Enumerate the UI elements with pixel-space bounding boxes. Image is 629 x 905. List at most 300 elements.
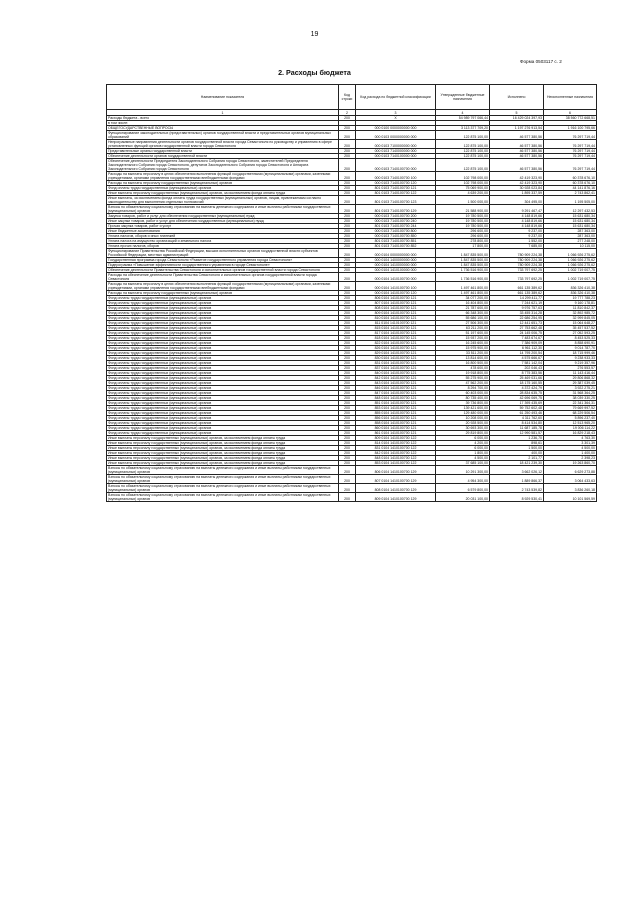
row-executed: 2 743 539,82 xyxy=(490,484,544,493)
row-executed: 7 244 621,19 xyxy=(490,301,544,306)
row-name: Взносы по обязательному социальному страхованию на выплаты денежного содержания и иные выплаты работникам государственных (муниципальных) органов xyxy=(107,484,339,493)
row-unexecuted: 32 892 985,72 xyxy=(544,311,597,316)
row-class-code: 000 0104 1410100700 100 xyxy=(356,282,436,291)
row-name: Иные выплаты персоналу государственных (муниципальных) органов, за исключением фонда оплаты труда xyxy=(107,461,339,466)
row-unexecuted: 3 922 275,21 xyxy=(544,386,597,391)
row-executed: 30 928 023,84 xyxy=(490,186,544,191)
row-class-code: 817 0104 1410100700 121 xyxy=(356,331,436,336)
row-unexecuted: 1 002 719 007,75 xyxy=(544,273,597,282)
row-name: ОБЩЕГОСУДАРСТВЕННЫЕ ВОПРОСЫ xyxy=(107,126,339,131)
row-class-code: 831 0104 1410100700 122 xyxy=(356,446,436,451)
row-unexecuted: 2 398,23 xyxy=(544,456,597,461)
row-line-code: 200 xyxy=(339,244,356,249)
row-line-code: 200 xyxy=(339,361,356,366)
column-number: 1 xyxy=(107,110,339,116)
row-approved: 47 562 200,00 xyxy=(436,381,490,386)
row-line-code: 200 xyxy=(339,346,356,351)
row-name: Уплата налога на имущество организаций и земельного налога xyxy=(107,239,339,244)
row-approved: 20 928 500,00 xyxy=(436,421,490,426)
row-name: Расходы на выплаты персоналу государственных (муниципальных) органов xyxy=(107,291,339,296)
row-approved: 4 954 300,00 xyxy=(436,475,490,484)
row-unexecuted: 16 829 218,43 xyxy=(544,431,597,436)
row-name: Иные выплаты персоналу государственных (муниципальных) органов, за исключением фонда оплаты труда xyxy=(107,191,339,196)
row-executed: 3 662 026,12 xyxy=(490,466,544,475)
row-class-code: 822 0104 1410100700 121 xyxy=(356,341,436,346)
row-class-code: 000 0103 7140100700 120 xyxy=(356,181,436,186)
row-unexecuted: 1 400,00 xyxy=(544,451,597,456)
row-approved: 21 588 900,00 xyxy=(436,205,490,214)
row-executed: 16 429 024 397,93 xyxy=(490,116,544,121)
column-number: 3 xyxy=(356,110,436,116)
row-line-code: 200 xyxy=(339,219,356,224)
row-unexecuted: 8 858 690,91 xyxy=(544,341,597,346)
row-executed: 42 696 069,75 xyxy=(490,396,544,401)
column-number: 6 xyxy=(544,110,597,116)
row-class-code: 847 0104 1410100700 121 xyxy=(356,391,436,396)
row-unexecuted: 1 916 100 795,66 xyxy=(544,126,597,131)
row-approved: 478 600,00 xyxy=(436,366,490,371)
row-line-code: 200 xyxy=(339,493,356,502)
row-approved: 10 208 000,00 xyxy=(436,416,490,421)
row-unexecuted: 836 326 410,38 xyxy=(544,291,597,296)
row-line-code: 200 xyxy=(339,149,356,154)
row-class-code: 846 0104 1410100700 121 xyxy=(356,386,436,391)
row-unexecuted: 15 631 680,34 xyxy=(544,224,597,229)
row-name: Фонд оплаты труда государственных (муниципальных) органов xyxy=(107,311,339,316)
row-name: Фонд оплаты труда государственных (муниципальных) органов xyxy=(107,416,339,421)
row-unexecuted: 11 810 842,37 xyxy=(544,306,597,311)
row-name: Расходы на выплаты персоналу государственных (муниципальных) органов xyxy=(107,181,339,186)
row-class-code: 848 0104 1410100700 121 xyxy=(356,396,436,401)
row-executed: 1 500,00 xyxy=(490,446,544,451)
row-unexecuted: 9 219 357,96 xyxy=(544,361,597,366)
row-name: Фонд оплаты труда государственных (муниципальных) органов xyxy=(107,361,339,366)
row-line-code: 200 xyxy=(339,406,356,411)
row-approved: 10 291 300,00 xyxy=(436,466,490,475)
row-executed: 780 909 224,38 xyxy=(490,249,544,258)
row-executed: 8 414 534,80 xyxy=(490,421,544,426)
row-line-code: 200 xyxy=(339,371,356,376)
row-approved: 139 421 600,00 xyxy=(436,406,490,411)
row-line-code: 200 xyxy=(339,421,356,426)
row-class-code: 801 0103 7140100700 851 xyxy=(356,239,436,244)
row-unexecuted: 10 101 569,59 xyxy=(544,493,597,502)
row-approved: 8 294 700,00 xyxy=(436,386,490,391)
row-name: Иные выплаты персоналу государственных (муниципальных) органов, за исключением фонда оплаты труда xyxy=(107,451,339,456)
row-class-code: 806 0104 1410100700 121 xyxy=(356,296,436,301)
row-executed: 46 577 380,56 xyxy=(490,154,544,159)
row-line-code: 200 xyxy=(339,224,356,229)
row-approved: 1 847 835 500,00 xyxy=(436,249,490,258)
row-executed: 2 101,77 xyxy=(490,456,544,461)
row-approved: 37 685 100,00 xyxy=(436,461,490,466)
row-name: Фонд оплаты труда государственных (муниципальных) органов xyxy=(107,386,339,391)
row-class-code: 842 0104 1410100700 121 xyxy=(356,376,436,381)
row-approved: 54 989 797 066,44 xyxy=(436,116,490,121)
row-unexecuted: 8 453 525,33 xyxy=(544,336,597,341)
row-unexecuted: 29 806 868,32 xyxy=(544,376,597,381)
row-name: Уплата налогов, сборов и иных платежей xyxy=(107,234,339,239)
row-executed: 27 753 662,48 xyxy=(490,326,544,331)
row-class-code: 000 0103 0000000000 000 xyxy=(356,131,436,140)
row-executed: 12 441 651,73 xyxy=(490,321,544,326)
row-name: Фонд оплаты труда государственных (муниципальных) органов xyxy=(107,431,339,436)
row-unexecuted: 1 066 926 275,62 xyxy=(544,249,597,258)
column-header-name: Наименование показателя xyxy=(107,85,339,110)
row-class-code: 000 0104 1410100700 120 xyxy=(356,291,436,296)
row-name: Фонд оплаты труда государственных (муниципальных) органов xyxy=(107,366,339,371)
table-body xyxy=(107,116,597,502)
row-executed: 59 752 602,48 xyxy=(490,406,544,411)
row-class-code: 818 0104 1410100700 121 xyxy=(356,336,436,341)
row-line-code: 200 xyxy=(339,321,356,326)
row-line-code: 200 xyxy=(339,466,356,475)
row-unexecuted: 6 629 273,88 xyxy=(544,466,597,475)
row-approved: 6 000,00 xyxy=(436,436,490,441)
row-executed: 46 577 380,56 xyxy=(490,140,544,149)
row-class-code: 809 0104 1410100700 121 xyxy=(356,311,436,316)
row-line-code: 200 xyxy=(339,301,356,306)
row-name: Взносы по обязательному социальному страхованию на выплаты денежного содержания и иные выплаты работникам государственных (муниципальных) органов xyxy=(107,475,339,484)
row-line-code: 200 xyxy=(339,461,356,466)
table-row xyxy=(107,484,597,493)
row-class-code: 000 0103 7140000000 000 xyxy=(356,149,436,154)
row-line-code: 200 xyxy=(339,159,356,172)
row-name: Иные закупки товаров, работ и услуг для обеспечения государственных (муниципальных) нужд xyxy=(107,219,339,224)
row-line-code: 200 xyxy=(339,258,356,263)
row-executed: 7 386 909,09 xyxy=(490,341,544,346)
row-unexecuted: 68 229 506,54 xyxy=(544,411,597,416)
row-approved: 19 918 800,00 xyxy=(436,371,490,376)
row-name: Фонд оплаты труда государственных (муниципальных) органов xyxy=(107,186,339,191)
row-unexecuted: 9 160 178,81 xyxy=(544,301,597,306)
row-approved: 15 937 200,00 xyxy=(436,336,490,341)
row-approved: 1 736 516 900,00 xyxy=(436,268,490,273)
row-line-code: 200 xyxy=(339,416,356,421)
row-approved: 6 579 800,00 xyxy=(436,484,490,493)
row-approved: 122 875 100,00 xyxy=(436,140,490,149)
row-executed: 18 421 239,30 xyxy=(490,461,544,466)
row-executed: 780 909 224,38 xyxy=(490,263,544,268)
row-class-code: 808 0104 1410100700 129 xyxy=(356,484,436,493)
row-class-code: 861 0104 1410100700 121 xyxy=(356,431,436,436)
row-class-code: 831 0104 1410100700 121 xyxy=(356,361,436,366)
row-approved: 19 780 500,00 xyxy=(436,219,490,224)
row-class-code: 000 0103 7100000000 000 xyxy=(356,140,436,149)
row-unexecuted: 12 297 432,53 xyxy=(544,205,597,214)
row-class-code: 000 0104 1410000000 000 xyxy=(356,263,436,268)
row-approved: 19 780 500,00 xyxy=(436,224,490,229)
row-executed: 9 291 467,47 xyxy=(490,205,544,214)
row-class-code: 840 0104 1410100700 121 xyxy=(356,371,436,376)
form-code: Форма 0503117 с. 2 xyxy=(520,59,562,64)
row-unexecuted: 2 743 862,41 xyxy=(544,191,597,196)
row-class-code: 830 0104 1410100700 121 xyxy=(356,356,436,361)
row-name: Фонд оплаты труда государственных (муниципальных) органов xyxy=(107,316,339,321)
row-unexecuted: 15 631 680,34 xyxy=(544,219,597,224)
row-name: Функционирование законодательных (представительных) органов государственной власти и представительных органов муниципальных образований xyxy=(107,131,339,140)
row-executed: 9 976 757,63 xyxy=(490,306,544,311)
row-executed: 733 797 692,25 xyxy=(490,268,544,273)
row-executed: 4 148 819,66 xyxy=(490,219,544,224)
row-executed: 202 046,43 xyxy=(490,366,544,371)
row-class-code: 000 0103 7140100700 240 xyxy=(356,219,436,224)
row-executed: 7 581 142,04 xyxy=(490,361,544,366)
row-line-code: 200 xyxy=(339,273,356,282)
row-unexecuted: 287 363,00 xyxy=(544,234,597,239)
row-line-code: 200 xyxy=(339,426,356,431)
row-approved: 75 069 900,00 xyxy=(436,186,490,191)
row-class-code: 815 0104 1410100700 121 xyxy=(356,326,436,331)
table-row xyxy=(107,282,597,291)
row-approved: 20 031 100,00 xyxy=(436,493,490,502)
row-class-code: 811 0104 1410100700 121 xyxy=(356,321,436,326)
row-executed: 46 577 380,56 xyxy=(490,131,544,140)
table-row xyxy=(107,273,597,282)
row-name: Фонд оплаты труда государственных (муниципальных) органов xyxy=(107,421,339,426)
row-class-code: 801 0103 7140100700 852 xyxy=(356,244,436,249)
row-line-code: 200 xyxy=(339,446,356,451)
row-executed: 22 686 254,95 xyxy=(490,316,544,321)
row-approved: 1 500 000,00 xyxy=(436,196,490,205)
table-row xyxy=(107,205,597,214)
row-approved: 66 348 300,00 xyxy=(436,311,490,316)
row-executed: 46 577 380,56 xyxy=(490,159,544,172)
row-class-code: 814 0104 1410100700 122 xyxy=(356,441,436,446)
table-row xyxy=(107,493,597,502)
row-approved: 60 403 000,00 xyxy=(436,391,490,396)
row-approved: 3 113 377 709,20 xyxy=(436,126,490,131)
row-class-code: 801 0103 7140100700 121 xyxy=(356,186,436,191)
row-name: Фонд оплаты труда государственных (муниципальных) органов xyxy=(107,341,339,346)
row-name: Иные выплаты персоналу государственных (муниципальных) органов, за исключением фонда оплаты труда xyxy=(107,441,339,446)
page-number: 19 xyxy=(310,31,319,38)
row-name: Расходы на выплаты персоналу в целях обеспечения выполнения функций государственными (муниципальными) органами, казенными учреждениями, органами управления государственными внебюджетными фондами xyxy=(107,172,339,181)
row-approved: 278 800,00 xyxy=(436,239,490,244)
row-line-code: 200 xyxy=(339,336,356,341)
row-executed: 4 148 819,66 xyxy=(490,214,544,219)
row-executed: 33 455 314,28 xyxy=(490,311,544,316)
row-name: Подпрограмма «Повышение эффективности государственного управления в городе Севастополе» xyxy=(107,263,339,268)
row-approved: 1 847 835 500,00 xyxy=(436,258,490,263)
row-line-code: 200 xyxy=(339,331,356,336)
row-class-code: 809 0104 1410100700 122 xyxy=(356,436,436,441)
row-class-code: 809 0104 1410100700 129 xyxy=(356,493,436,502)
row-name: Иные бюджетные ассигнования xyxy=(107,229,339,234)
row-line-code: 200 xyxy=(339,116,356,121)
row-executed: 4 311 762,60 xyxy=(490,416,544,421)
row-unexecuted: 11 143 416,44 xyxy=(544,371,597,376)
row-name: Фонд оплаты труда государственных (муниципальных) органов xyxy=(107,296,339,301)
row-name: Взносы по обязательному социальному страхованию на выплаты денежного содержания и иные выплаты работникам государственных (муниципальных) органов xyxy=(107,493,339,502)
row-executed: 14 795 200,54 xyxy=(490,351,544,356)
row-approved: 129 480 000,00 xyxy=(436,411,490,416)
row-name: Расходы на выплаты персоналу в целях обеспечения выполнения функций государственными (муниципальными) органами, казенными учреждениями, органами управления государственными внебюджетными фондами xyxy=(107,282,339,291)
row-line-code: 200 xyxy=(339,306,356,311)
row-line-code: 200 xyxy=(339,296,356,301)
row-line-code: 200 xyxy=(339,391,356,396)
row-line-code: 200 xyxy=(339,381,356,386)
row-class-code: 000 0103 7140100700 000 xyxy=(356,159,436,172)
row-line-code: 200 xyxy=(339,181,356,186)
row-unexecuted: 44 141 876,16 xyxy=(544,186,597,191)
row-name: Непрограммные направления деятельности органов государственной власти города Севастополя по руководству и управлению в сфере установленных функций органов государственной власти города Севастополя xyxy=(107,140,339,149)
row-executed: 28 834 635,75 xyxy=(490,391,544,396)
row-approved: 80 735 400,00 xyxy=(436,396,490,401)
row-approved: 1 497 461 800,00 xyxy=(436,291,490,296)
row-executed: 9 237,00 xyxy=(490,234,544,239)
row-unexecuted: 32 999 845,05 xyxy=(544,316,597,321)
row-executed: 304 495,00 xyxy=(490,196,544,205)
row-executed: 24 145 006,75 xyxy=(490,331,544,336)
row-class-code: 000 0104 0000000000 000 xyxy=(356,249,436,258)
row-line-code: 200 xyxy=(339,249,356,258)
row-name: Фонд оплаты труда государственных (муниципальных) органов xyxy=(107,411,339,416)
row-class-code: 000 0100 0000000000 000 xyxy=(356,126,436,131)
row-name: Обеспечение деятельности органов государственной власти xyxy=(107,154,339,159)
row-approved: 122 875 100,00 xyxy=(436,149,490,154)
row-unexecuted: 19 263 860,70 xyxy=(544,461,597,466)
row-executed: 661 135 389,62 xyxy=(490,291,544,296)
row-line-code: 200 xyxy=(339,436,356,441)
row-executed: 61 250 493,46 xyxy=(490,411,544,416)
row-line-code: 200 xyxy=(339,186,356,191)
row-unexecuted: 4 500,00 xyxy=(544,446,597,451)
column-number: 4 xyxy=(436,110,490,116)
row-class-code: 806 0104 1410100700 129 xyxy=(356,466,436,475)
row-name: Обеспечение деятельности Правительства Севастополя и исполнительных органов государственной власти города Севастополя xyxy=(107,268,339,273)
row-unexecuted: 38 039 330,25 xyxy=(544,396,597,401)
row-class-code: 848 0104 1410100700 122 xyxy=(356,456,436,461)
row-approved: 6 000,00 xyxy=(436,446,490,451)
row-line-code: 200 xyxy=(339,239,356,244)
row-class-code: 842 0104 1410100700 122 xyxy=(356,451,436,456)
row-executed: 42 419 323,90 xyxy=(490,181,544,186)
row-name: Иные выплаты персоналу государственных (муниципальных) органов, за исключением фонда оплаты труда xyxy=(107,456,339,461)
row-unexecuted: 76 297 719,44 xyxy=(544,159,597,172)
row-name: Фонд оплаты труда государственных (муниципальных) органов xyxy=(107,331,339,336)
row-executed: 4 148 819,66 xyxy=(490,224,544,229)
row-approved: 16 245 600,00 xyxy=(436,341,490,346)
row-name: Фонд оплаты труда государственных (муниципальных) органов xyxy=(107,376,339,381)
row-class-code: 000 0104 1400000000 000 xyxy=(356,258,436,263)
row-line-code: 200 xyxy=(339,366,356,371)
row-unexecuted: 29 387 039,45 xyxy=(544,381,597,386)
row-executed: 1 236,70 xyxy=(490,436,544,441)
row-executed: 733 797 692,25 xyxy=(490,273,544,282)
row-executed: 14 299 411,77 xyxy=(490,296,544,301)
row-name: Фонд оплаты труда государственных (муниципальных) органов xyxy=(107,401,339,406)
row-class-code: 826 0104 1410100700 121 xyxy=(356,346,436,351)
row-unexecuted: 287 363,00 xyxy=(544,229,597,234)
row-approved: 16 800 500,00 xyxy=(436,361,490,366)
row-name: Иные выплаты персоналу государственных (муниципальных) органов, за исключением фонда оплаты труда xyxy=(107,446,339,451)
column-header-executed: Исполнено xyxy=(490,85,544,110)
table-row xyxy=(107,466,597,475)
row-executed: 11 687 185,78 xyxy=(490,426,544,431)
row-executed: 42 419 323,90 xyxy=(490,172,544,181)
row-unexecuted: 15 064 648,27 xyxy=(544,321,597,326)
row-executed: 6 961 112,30 xyxy=(490,346,544,351)
row-unexecuted: 27 052 593,25 xyxy=(544,331,597,336)
row-class-code: 000 0103 7140100700 850 xyxy=(356,234,436,239)
row-approved: 55 275 900,00 xyxy=(436,376,490,381)
row-unexecuted: 3 301,39 xyxy=(544,441,597,446)
row-name: Расходы бюджета - всего xyxy=(107,116,339,121)
row-line-code: 200 xyxy=(339,154,356,159)
row-executed: 46 577 380,56 xyxy=(490,149,544,154)
row-line-code: 200 xyxy=(339,311,356,316)
row-executed: 8 929 530,41 xyxy=(490,493,544,502)
row-class-code: 853 0104 1410100700 121 xyxy=(356,406,436,411)
row-class-code: 801 0103 7140100700 244 xyxy=(356,224,436,229)
row-executed: 1 889 866,37 xyxy=(490,475,544,484)
row-approved: 1 497 461 800,00 xyxy=(436,282,490,291)
row-class-code: 000 0103 7140100700 100 xyxy=(356,172,436,181)
row-line-code: 200 xyxy=(339,475,356,484)
row-executed: 1 197 276 913,54 xyxy=(490,126,544,131)
row-executed: 4 575 666,67 xyxy=(490,356,544,361)
row-class-code: 856 0104 1410100700 121 xyxy=(356,416,436,421)
row-executed: 4 372 424,79 xyxy=(490,386,544,391)
row-approved: 1 847 835 500,00 xyxy=(436,263,490,268)
table-row xyxy=(107,140,597,149)
row-approved: 296 600,00 xyxy=(436,229,490,234)
row-line-code: 200 xyxy=(339,205,356,214)
row-line-code: 200 xyxy=(339,191,356,196)
row-line-code: 200 xyxy=(339,326,356,331)
row-unexecuted: 35 457 537,52 xyxy=(544,326,597,331)
row-approved: 34 077 200,00 xyxy=(436,296,490,301)
row-class-code: 000 0103 7140100000 000 xyxy=(356,154,436,159)
table-row xyxy=(107,475,597,484)
row-name: Обеспечение деятельности Председателя Законодательного Собрания города Севастополя, заместителей Председателя Законодательного Собрания города Севастополя, депутатов Законодательного Собрания города Севастополя и Аппарата Законодательного Собрания города Севастополя xyxy=(107,159,339,172)
row-line-code: 200 xyxy=(339,229,356,234)
row-executed: 18 175 160,55 xyxy=(490,381,544,386)
table-row xyxy=(107,159,597,172)
row-name: Фонд оплаты труда государственных (муниципальных) органов xyxy=(107,381,339,386)
row-unexecuted: 4 763,30 xyxy=(544,436,597,441)
row-executed: 1 552,00 xyxy=(490,239,544,244)
row-name: Взносы по обязательному социальному страхованию на выплаты денежного содержания и иные выплаты работникам государственных (муниципальных) органов xyxy=(107,205,339,214)
row-line-code: 200 xyxy=(339,268,356,273)
row-class-code: 858 0104 1410100700 121 xyxy=(356,421,436,426)
row-approved: 102 798 000,00 xyxy=(436,172,490,181)
row-unexecuted: 18 715 999,46 xyxy=(544,351,597,356)
row-class-code: 853 0104 1410100700 122 xyxy=(356,461,436,466)
row-name: Фонд оплаты труда государственных (муниципальных) органов xyxy=(107,406,339,411)
row-approved: 122 875 100,00 xyxy=(436,131,490,140)
row-line-code: 200 xyxy=(339,441,356,446)
row-line-code: 200 xyxy=(339,396,356,401)
row-name: Представительные органы государственной власти xyxy=(107,149,339,154)
row-line-code: 200 xyxy=(339,386,356,391)
row-approved: 15 975 900,00 xyxy=(436,346,490,351)
row-line-code: 200 xyxy=(339,196,356,205)
row-unexecuted: 31 568 364,25 xyxy=(544,391,597,396)
row-unexecuted: 1 066 926 275,62 xyxy=(544,263,597,268)
row-class-code: 855 0104 1410100700 121 xyxy=(356,411,436,416)
column-header-approved: Утвержденные бюджетные назначения xyxy=(436,85,490,110)
row-executed: 12 990 581,57 xyxy=(490,431,544,436)
expenditure-table xyxy=(106,84,597,502)
row-name: Фонд оплаты труда государственных (муниципальных) органов xyxy=(107,306,339,311)
table-row xyxy=(107,196,597,205)
row-executed: 1 895 337,59 xyxy=(490,191,544,196)
row-class-code: 829 0104 1410100700 121 xyxy=(356,351,436,356)
row-approved: 30 693 300,00 xyxy=(436,426,490,431)
row-class-code: 851 0104 1410100700 121 xyxy=(356,401,436,406)
